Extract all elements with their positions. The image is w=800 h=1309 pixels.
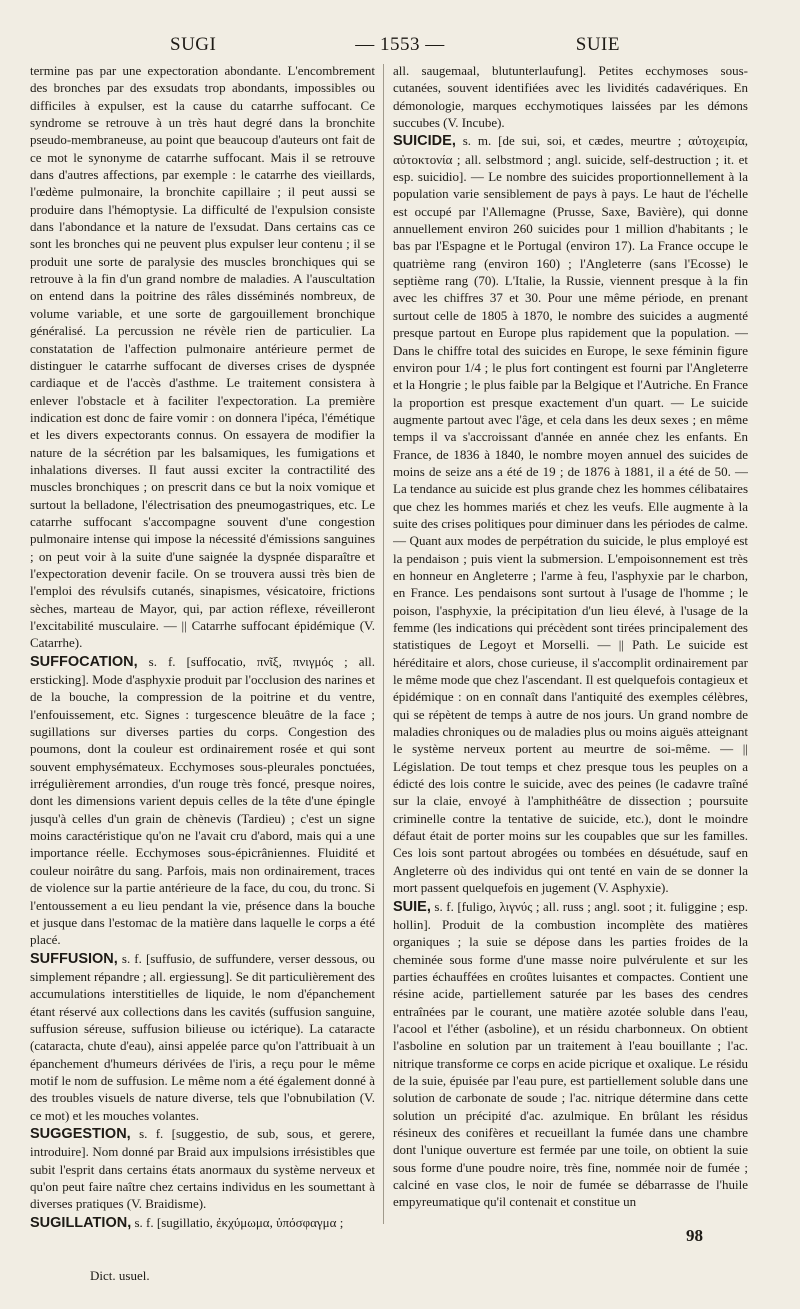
entry-headword: SUFFUSION, — [30, 950, 118, 967]
entry-text: s. f. [suggestio, de sub, sous, et gerere, introduire]. Nom donné par Braid aux impulsions irrésistibles que subit l'esprit dans certains états anormaux du système nerveux et qu'on peut faire naître chez certains individus en les soumettant à diverses pratiques (V. Braidisme). — [30, 1125, 375, 1212]
entry-text: s. f. [fuligo, λιγνύς ; all. russ ; angl. soot ; it. fuliggine ; esp. hollin]. Produit de la combustion incomplète des matières organiques ; la suie se dépose dans les parties froides de la cheminée sous forme d'une masse noire pulvérulente et sur les parties échauffées en croûtes luisantes et compactes. Contient une résine acide, partiellement saturée par les bases des cendres entraînées par le courant, une matière azotée soluble dans l'eau, l'acool et l'éther (asboline), et un résidu charbonneux. On obtient l'asboline en solution par un traitement à l'eau bouillante ; l'ac. nitrique transforme ce corps en acide picrique et oxalique. Le résidu de la suie, épuisée par l'eau pure, est partiellement soluble dans une solution de carbonate de soude ; l'ac. nitrique détermine dans cette solution un précipité d'ac. azulmique. En brûlant les résidus résineux des conifères et recueillant la fumée dans une chambre dont l'unique ouverture est fermée par une toile, on obtient la suie sous forme d'une poudre noire, très fine, nommée noir de fumée ; calciné en vase clos, le noir de fumée se débarrasse de l'huile empyreumatique qu'il contenait et constitue un — [393, 898, 748, 1210]
entry-headword: SUGILLATION, — [30, 1214, 132, 1231]
entry-suffusion — [30, 950, 375, 1124]
entry-headword: SUICIDE, — [393, 133, 456, 150]
entry-headword: SUIE, — [393, 898, 431, 915]
page-number: — 1553 — — [355, 34, 445, 55]
entry-headword: SUFFOCATION, — [30, 653, 138, 670]
entry-suggestion — [30, 1125, 375, 1213]
entry-suffocation — [30, 653, 375, 949]
running-head-left: SUGI — [170, 34, 217, 55]
left-column — [30, 62, 375, 1242]
entry-text: termine pas par une expectoration abondante. L'encombrement des bronches par des exsudats trop abondants, impossibles ou difficiles à expulser, est la cause du catarrhe suffocant. Ce syndrome se retrouve à un très haut degré dans la bronchite pseudo-membraneuse, au point que beaucoup d'auteurs ont fait de ce mot le synonyme de catarrhe suffocant. Mais il se retrouve dans d'autres affections, par exemple : le catarrhe des vieillards, l'œdème pulmonaire, la bronchite capillaire ; il peut aussi se produire dans l'hémoptysie. La difficulté de l'expulsion consiste dans l'abondance et la nature de l'exsudat. Dans certains cas ce sont les bronches qui ne peuvent plus expulser leur contenu ; il se produit une sorte de paralysie des muscles bronchiques qui se retrouve à la fin d'un grand nombre de maladies. A l'auscultation on entend dans la poitrine des râles disséminés nombreux, de volume variable, et une sorte de gargouillement bronchique généralisé. La percussion ne révèle rien de particulier. La constatation de l'affection pulmonaire antérieure permet de distinguer le catarrhe suffocant de diverses crises de dyspnée cardiaque et de l'accès d'asthme. Le traitement consistera à enlever l'obstacle et à faciliter l'expectoration. La première indication est donc de faire vomir : on donnera l'ipéca, l'émétique et les divers expectorants connus. On essayera de modifier la nature de la sécrétion par les balsamiques, les fumigations et inhalations diverses. Il faut aussi exciter la contractilité des muscles bronchiques ; on prescrit dans ce but la noix vomique et surtout la belladone, l'électrisation des pneumogastriques, etc. Le catarrhe suffocant s'accompagne souvent d'une congestion pulmonaire intense qui impose la nécessité d'émissions sanguines ; on peut voir à la suite d'une saignée la dyspnée disparaître et l'expectoration devenir facile. On se trouvera aussi très bien de l'emploi des révulsifs cutanés, sinapismes, vésicatoire, frictions sèches, marteau de Mayor, qui, par action réflexe, réveilleront l'excitabilité musculaire. — || Catarrhe suffocant épidémique (V. Catarrhe). — [30, 63, 375, 651]
entry-text: s. f. [sugillatio, ἐκχύμωμα, ὑπόσφαγμα ; — [134, 1214, 344, 1230]
signature-mark: 98 — [686, 1226, 703, 1245]
entry-suie — [393, 898, 748, 1211]
entry-text: s. f. [suffusio, de suffundere, verser dessous, ou simplement répandre ; all. ergiessung]. Se dit particulièrement des accumulations interstitielles de liquide, le nom d'épanchement étant réservé aux collections dans les cavités (suffusion sanguine, suffusion séreuse, suffusion bilieuse ou ictérique). La cataracte (cataracta, chute d'eau), ainsi appelée parce qu'on l'attribuait à un épanchement d'humeurs dérivées de l'iris, a reçu pour le même motif le nom de suffusion. Le même nom a été également donné à des troubles visuels de nature diverse, tels que l'obnubilation (V. ce mot) et les mouches volantes. — [30, 950, 375, 1123]
entry-text: s. f. [suffocatio, πνῖξ, πνιγμός ; all. ersticking]. Mode d'asphyxie produit par l'occlusion des narines et de la bouche, la compression de la poitrine et du ventre, l'enfouissement, etc. Signes : turgescence bleuâtre de la face ; sugillations sur diverses parties du corps. Congestion des poumons, dont la couleur est ordinairement rosée et qui sont souvent emphysémateux. Ecchymoses sous-pleurales ponctuées, irrégulièrement arrondies, d'un rouge très foncé, presque noires, dont les dimensions varient depuis celles de la tête d'une épingle jusqu'à celles d'un grain de chènevis (Tardieu) ; c'est un signe moins caractéristique qu'on ne l'avait cru d'abord, mais qui a une importance réelle. Ecchymoses sous-épicrâniennes. Fluidité et couleur noirâtre du sang. Parfois, mais non ordinairement, traces de violence sur la partie antérieure de la face, du cou, du tronc. Si l'entoussement a eu lieu pendant la vie, présence dans la bouche et jusque dans l'estomac de la matière dans laquelle le corps a été placé. — [30, 653, 375, 948]
entry-continuation — [30, 62, 375, 652]
entry-sugillation — [30, 1214, 375, 1232]
entry-text: all. saugemaal, blutunterlaufung]. Petites ecchymoses sous-cutanées, souvent identifiées avec les lividités cadavériques. En démonologie, marques ecchymotiques laissées par les démons succubes (V. Incube). — [393, 63, 748, 131]
right-column — [393, 62, 748, 1242]
footer-note: Dict. usuel. — [90, 1268, 150, 1283]
column-divider — [383, 64, 384, 1224]
entry-headword: SUGGESTION, — [30, 1125, 131, 1142]
running-head-right: SUIE — [575, 34, 620, 55]
page-header — [40, 30, 760, 60]
entry-suicide — [393, 132, 748, 896]
entry-text: s. m. [de sui, soi, et cædes, meurtre ; αὐτοχειρία, αὐτοκτονία ; all. selbstmord ; angl. suicide, self-destruction ; it. et esp. suicidio]. — Le nombre des suicides proportionnellement à la population varie sensiblement de pays à pays. Le haut de l'échelle est occupé par l'Allemagne (Prusse, Saxe, Bavière), qui donne annuellement environ 260 suicides pour 1 million d'habitants ; le bas par l'Espagne et le Portugal (environ 17). La France occupe le quatrième rang (environ 160) ; l'Angleterre (sans l'Ecosse) le septième rang (70). L'Italie, la Russie, viennent presque à la fin avec les chiffres 37 et 30. Pour une même période, en prenant surtout celle de 1805 à 1870, le nombre des suicides a augmenté presque partout en Europe plus rapidement que la population. — Dans le chiffre total des suicides en Europe, le sexe féminin figure environ pour 1/4 ; le plus fort contingent est fourni par l'Angleterre et la Hongrie ; le plus faible par la Belgique et l'Autriche. En France la proportion est presque exactement d'un quart. — Le suicide augmente partout avec l'âge, et cela dans les deux sexes ; en même temps il va s'accroissant d'année en année chez les enfants. En France, de 1836 à 1840, le nombre moyen annuel des suicides de moins de seize ans a été de 19 ; de 1876 à 1881, il a été de 50. — La tendance au suicide est plus grande chez les hommes célibataires que chez les hommes mariés et chez les veufs. Elle augmente à la suite des crises politiques pour diminuer dans les périodes de calme. — Quant aux modes de perpétration du suicide, le plus employé est la pendaison ; puis vient la submersion. L'empoisonnement est très en honneur en Angleterre ; l'arme à feu, l'asphyxie par le charbon, en France. Les pendaisons sont surtout à l'usage de l'homme ; le poison, l'asphyxie, la précipitation d'un lieu élevé, à l'usage de la femme (les indications qui précèdent sont tirées principalement des statistiques de Legoyt et Morselli. — || Path. Le suicide est héréditaire et alors, chose curieuse, il s'accomplit ordinairement par le même mode que chez l'ascendant. Il est quelquefois contagieux et épidémique : on en connaît dans l'antiquité des exemples célèbres, qui se répètent de temps à autre de nos jours. Un grand nombre de maladies chroniques ou de maladies plus ou moins aiguës atteignant le système nerveux portent au meurtre de soi-même. — || Législation. De tout temps et chez presque tous les peuples on a édicté des lois contre le suicide, avec des peines (le cadavre traîné sur la claie, envoyé à l'amphithéâtre de dissection ; poursuite criminelle contre la tentative de suicide, etc.), dont le moindre défaut était de porter moins sur les coupables que sur les familles. Ces lois sont partout abrogées ou tombées en désuétude, sauf en Angleterre où des individus qui ont tenté en vain de se donner la mort passent quelquefois en jugement (V. Asphyxie). — [393, 133, 748, 896]
entry-continuation — [393, 62, 748, 131]
